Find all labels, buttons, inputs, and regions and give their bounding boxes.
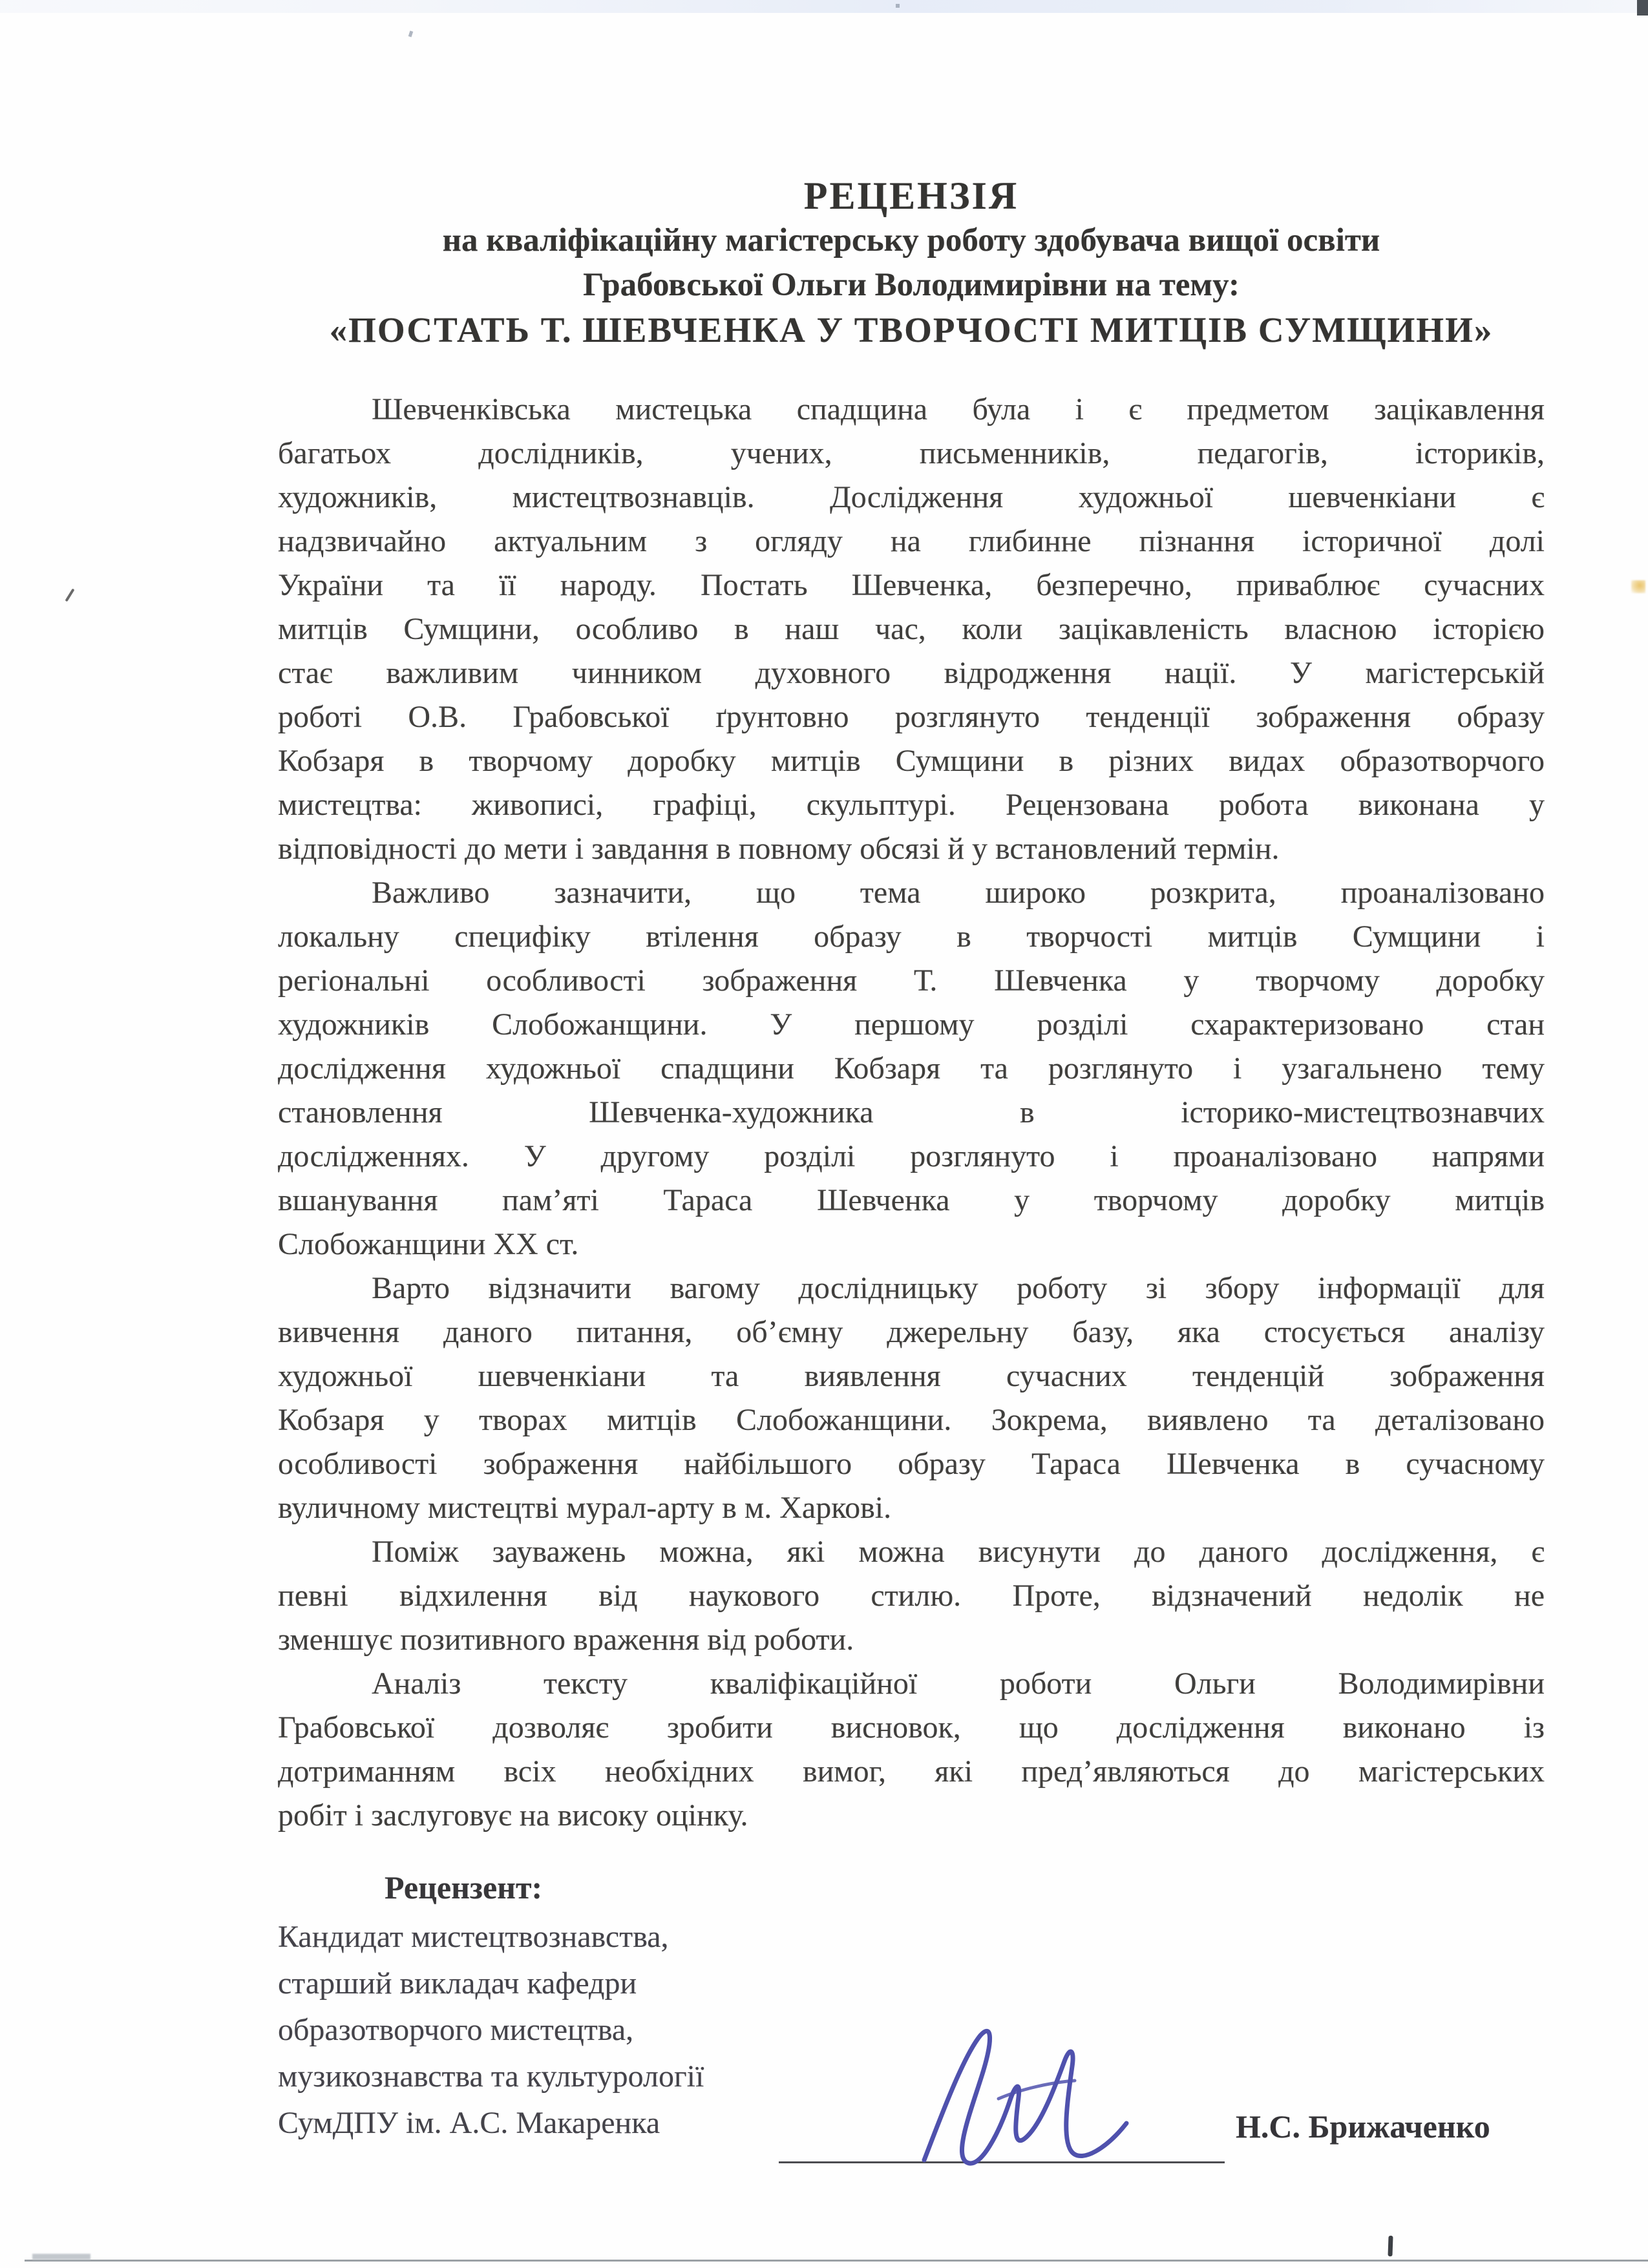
scan-corner-mark <box>1637 0 1648 16</box>
reviewer-name: Н.С. Брижаченко <box>1236 2108 1490 2145</box>
text-line: стає важливим чинником духовного відродження нації. У магістерській <box>278 656 1545 690</box>
scan-speck <box>896 4 900 8</box>
text-line: певні відхилення від наукового стилю. Проте, відзначений недолік не <box>278 1579 1545 1613</box>
text-line: Аналіз тексту кваліфікаційної роботи Ольги Володимирівни <box>372 1666 1545 1701</box>
document-title: РЕЦЕНЗІЯ <box>803 174 1019 217</box>
scan-bottom-tick <box>1388 2236 1393 2256</box>
scan-top-blue-wash <box>0 0 1648 13</box>
credential-line: старший викладач кафедри <box>278 1966 637 2000</box>
text-line: локальну специфіку втілення образу в творчості митців Сумщини і <box>278 919 1545 954</box>
text-line: художників Слобожанщини. У першому розділі схарактеризовано стан <box>278 1007 1545 1042</box>
scan-bottom-smudge <box>32 2254 90 2260</box>
text-line: дослідження художньої спадщини Кобзаря та розглянуто і узагальнено тему <box>278 1051 1545 1086</box>
text-line: дослідженнях. У другому розділі розглянуто і проаналізовано напрями <box>278 1139 1545 1173</box>
text-line: Поміж зауважень можна, які можна висунути до даного дослідження, є <box>372 1535 1545 1569</box>
document-header <box>278 173 1545 353</box>
text-line: становлення Шевченка-художника в історико-мистецтвознавчих <box>278 1095 1545 1129</box>
text-line: художників, мистецтвознавців. Дослідження художньої шевченкіани є <box>278 480 1545 514</box>
text-line: надзвичайно актуальним з огляду на глибинне пізнання історичної долі <box>278 524 1545 558</box>
text-line: вшанування пам’яті Тараса Шевченка у творчому доробку митців <box>278 1183 1545 1217</box>
text-line: митців Сумщини, особливо в наш час, коли зацікавленість власною історією <box>278 612 1545 646</box>
text-line: роботі О.В. Грабовської ґрунтовно розглянуто тенденції зображення образу <box>278 700 1545 734</box>
text-line: України та її народу. Постать Шевченка, безперечно, приваблює сучасних <box>278 568 1545 602</box>
credential-line: образотворчого мистецтва, <box>278 2013 634 2047</box>
text-line: багатьох дослідників, учених, письменників, педагогів, істориків, <box>278 436 1545 470</box>
text-line: вивчення даного питання, об’ємну джерельну базу, яка стосується аналізу <box>278 1315 1545 1349</box>
handwritten-signature <box>902 2021 1160 2183</box>
text-line: Кобзаря у творах митців Слобожанщини. Зокрема, виявлено та деталізовано <box>278 1403 1545 1437</box>
scan-left-tick <box>65 589 74 602</box>
document-topic-title: «ПОСТАТЬ Т. ШЕВЧЕНКА У ТВОРЧОСТІ МИТЦІВ СУМЩИНИ» <box>329 310 1494 350</box>
text-line: Шевченківська мистецька спадщина була і є предметом зацікавлення <box>372 392 1545 426</box>
text-line: художньої шевченкіани та виявлення сучасних тенденцій зображення <box>278 1359 1545 1393</box>
text-line: вуличному мистецтві мурал-арту в м. Харкові. <box>278 1491 892 1525</box>
credential-line: СумДПУ ім. А.С. Макаренка <box>278 2106 660 2140</box>
text-line: Слобожанщини ХХ ст. <box>278 1227 579 1261</box>
document-subtitle-line: Грабовської Ольги Володимирівни на тему: <box>583 267 1240 303</box>
text-line: відповідності до мети і завдання в повному обсязі й у встановлений термін. <box>278 832 1280 866</box>
text-line: Варто відзначити вагому дослідницьку роботу зі збору інформації для <box>372 1271 1545 1305</box>
text-line: Кобзаря в творчому доробку митців Сумщини в різних видах образотворчого <box>278 744 1545 778</box>
text-line: регіональні особливості зображення Т. Шевченка у творчому доробку <box>278 963 1545 998</box>
document-body <box>278 388 1545 1838</box>
credential-line: Кандидат мистецтвознавства, <box>278 1920 669 1954</box>
text-line: робіт і заслуговує на високу оцінку. <box>278 1798 748 1832</box>
scan-yellow-smudge <box>1631 580 1645 593</box>
text-line: Важливо зазначити, що тема широко розкрита, проаналізовано <box>372 876 1545 910</box>
text-line: особливості зображення найбільшого образу Тараса Шевченка в сучасному <box>278 1447 1545 1481</box>
scan-bottom-edge-line <box>25 2260 1648 2262</box>
reviewer-label: Рецензент: <box>385 1869 543 1906</box>
text-line: мистецтва: живописі, графіці, скульптурі. Рецензована робота виконана у <box>278 788 1545 822</box>
credential-line: музикознавства та культурології <box>278 2059 704 2094</box>
document-subtitle-line: на кваліфікаційну магістерську роботу здобувача вищої освіти <box>442 222 1380 258</box>
text-line: дотриманням всіх необхідних вимог, які пред’являються до магістерських <box>278 1754 1545 1789</box>
text-line: Грабовської дозволяє зробити висновок, що дослідження виконано із <box>278 1710 1545 1745</box>
text-line: зменшує позитивного враження від роботи. <box>278 1622 854 1657</box>
scan-speck <box>408 30 414 37</box>
